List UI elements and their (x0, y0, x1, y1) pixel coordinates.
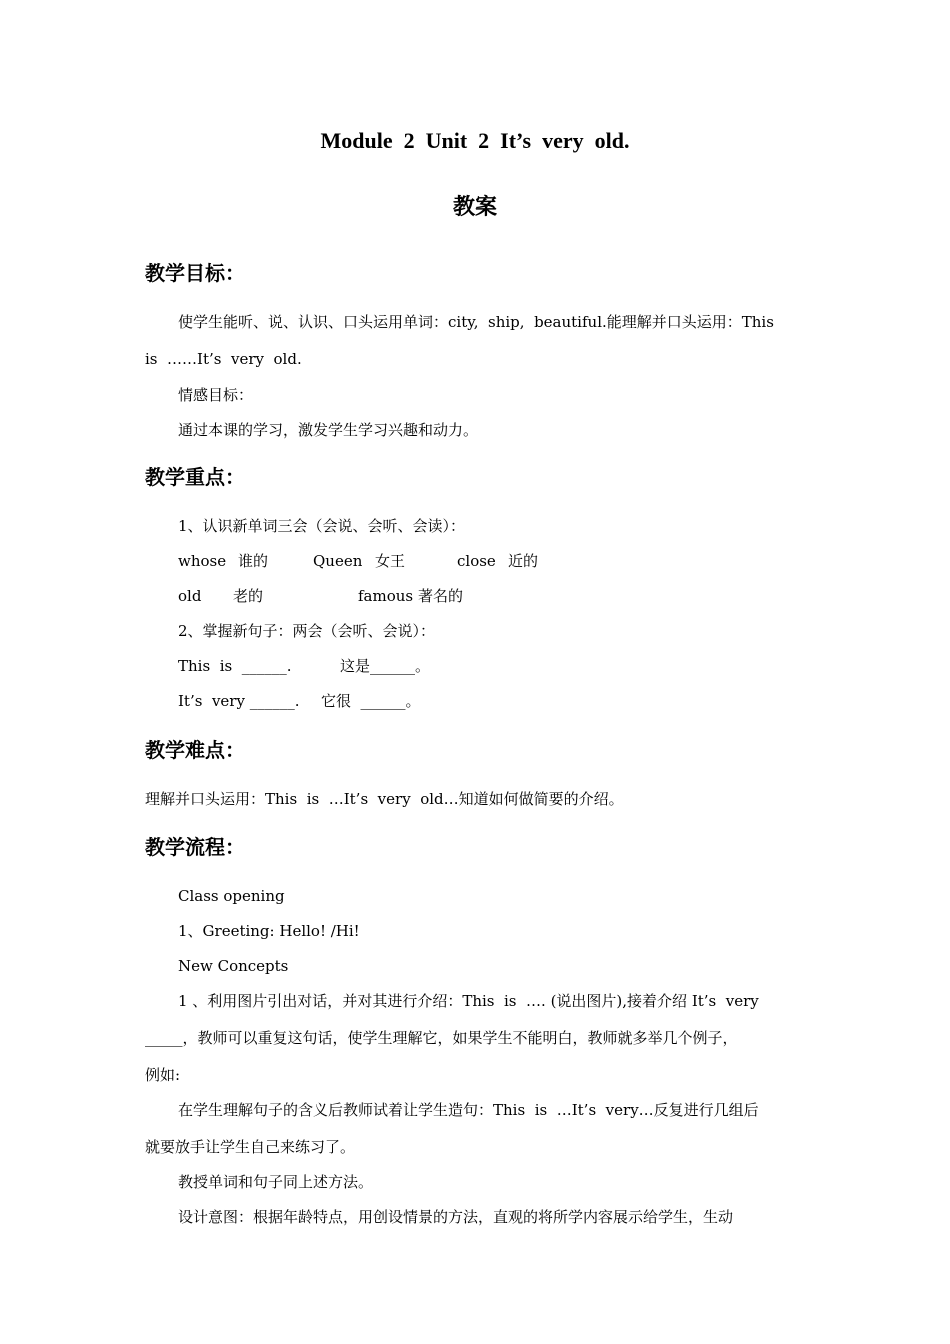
key-points-item1: 1、认识新单词三会（会说、会听、会读）： (178, 517, 466, 535)
vocab-cn: 女王 (375, 552, 406, 570)
sentence2-en: It’s very ______. (178, 692, 300, 710)
objectives-paragraph-line2: is ……It’s very old. (145, 350, 302, 368)
sentence2-cn: 它很 ______。 (321, 692, 421, 710)
step2-line1: 在学生理解句子的含义后教师试着让学生造句：This is …It’s very…反复进行几组后 (178, 1101, 759, 1119)
design-intent: 设计意图：根据年龄特点，用创设情景的方法，直观的将所学内容展示给学生，生动 (178, 1208, 734, 1226)
step2-line2: 就要放手让学生自己来练习了。 (145, 1138, 356, 1156)
vocab-en: old (178, 587, 202, 605)
vocab-cn: 著名的 (418, 587, 464, 605)
document-title: Module 2 Unit 2 It’s very old. (320, 128, 630, 153)
vocab-en: close (457, 552, 496, 570)
difficulties-text: 理解并口头运用：This is …It’s very old…知道如何做简要的介绍。 (145, 790, 624, 808)
vocab-en: famous (358, 587, 414, 605)
step1-line2: _____，教师可以重复这句话，使学生理解它，如果学生不能明白，教师就多举几个例子， (145, 1029, 738, 1047)
objectives-heading: 教学目标： (145, 261, 245, 285)
key-points-heading: 教学重点： (145, 465, 245, 489)
sentence1-en: This is ______. (178, 657, 292, 675)
vocab-cn: 近的 (508, 552, 539, 570)
new-concepts: New Concepts (178, 957, 289, 975)
procedure-heading: 教学流程： (145, 835, 245, 859)
emotion-label: 情感目标： (178, 386, 254, 404)
vocab-cn: 谁的 (238, 552, 269, 570)
key-points-item2: 2、掌握新句子：两会（会听、会说）： (178, 622, 436, 640)
step1-line3: 例如: (145, 1066, 181, 1084)
vocab-en: whose (178, 552, 227, 570)
class-opening: Class opening (178, 887, 285, 905)
vocab-cn: 老的 (233, 587, 264, 605)
step1-line1: 1 、利用图片引出对话，并对其进行介绍：This is …. (说出图片),接着介绍 It’s very (178, 992, 759, 1010)
sentence1-cn: 这是______。 (340, 657, 431, 675)
greeting: 1、Greeting: Hello! /Hi! (178, 922, 360, 940)
step3: 教授单词和句子同上述方法。 (178, 1173, 374, 1191)
objectives-paragraph-line1: 使学生能听、说、认识、口头运用单词：city, ship, beautiful.能理解并口头运用：This (178, 313, 774, 331)
vocab-en: Queen (313, 552, 363, 570)
document-subtitle: 教案 (452, 195, 497, 220)
emotion-text: 通过本课的学习，激发学生学习兴趣和动力。 (178, 421, 479, 439)
difficulties-heading: 教学难点： (145, 738, 245, 762)
